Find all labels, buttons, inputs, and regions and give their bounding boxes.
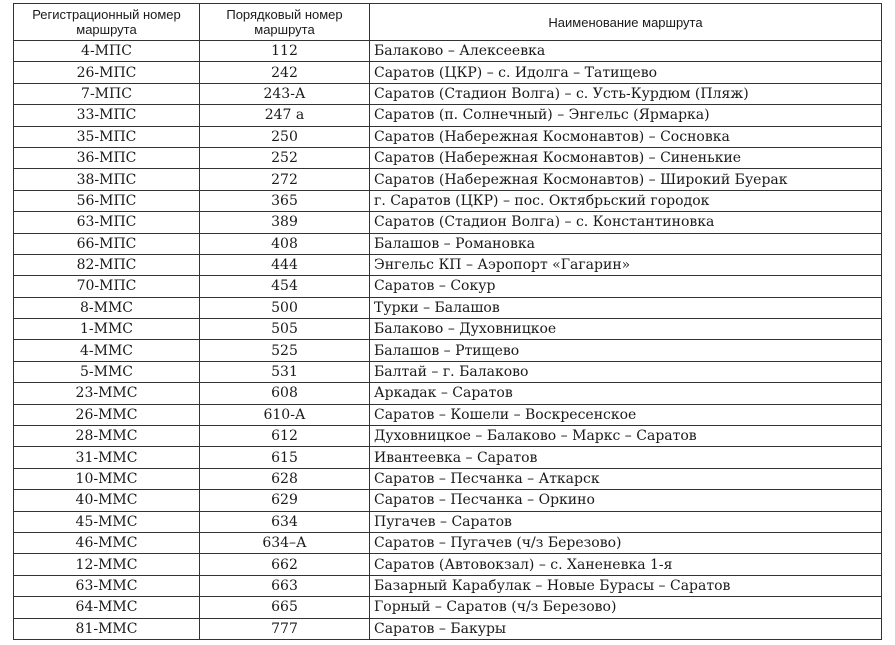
table-row <box>14 147 882 168</box>
registration-number-cell: 10-ММС <box>14 468 200 489</box>
header-sequence-number: Порядковый номер маршрута <box>200 4 370 41</box>
route-name-cell: Саратов (Стадион Волга) – с. Усть-Курдюм (Пляж) <box>370 83 882 104</box>
registration-number-cell: 81-ММС <box>14 618 200 639</box>
registration-number-cell: 23-ММС <box>14 383 200 404</box>
sequence-number-cell: 272 <box>200 169 370 190</box>
table-row <box>14 426 882 447</box>
table-row <box>14 254 882 275</box>
registration-number-cell: 4-МПС <box>14 41 200 62</box>
sequence-number-cell: 608 <box>200 383 370 404</box>
table-row <box>14 190 882 211</box>
table-row <box>14 554 882 575</box>
registration-number-cell: 82-МПС <box>14 254 200 275</box>
sequence-number-cell: 634–А <box>200 532 370 553</box>
sequence-number-cell: 454 <box>200 276 370 297</box>
sequence-number-cell: 250 <box>200 126 370 147</box>
sequence-number-cell: 243-А <box>200 83 370 104</box>
sequence-number-cell: 777 <box>200 618 370 639</box>
registration-number-cell: 46-ММС <box>14 532 200 553</box>
sequence-number-cell: 628 <box>200 468 370 489</box>
registration-number-cell: 70-МПС <box>14 276 200 297</box>
route-name-cell: Саратов – Сокур <box>370 276 882 297</box>
registration-number-cell: 66-МПС <box>14 233 200 254</box>
table-row <box>14 319 882 340</box>
table-row <box>14 361 882 382</box>
route-name-cell: Аркадак – Саратов <box>370 383 882 404</box>
table-row <box>14 169 882 190</box>
sequence-number-cell: 665 <box>200 597 370 618</box>
sequence-number-cell: 663 <box>200 575 370 596</box>
route-name-cell: Ивантеевка – Саратов <box>370 447 882 468</box>
table-row <box>14 126 882 147</box>
table-row <box>14 511 882 532</box>
table-row <box>14 597 882 618</box>
registration-number-cell: 12-ММС <box>14 554 200 575</box>
route-name-cell: Саратов (Набережная Космонавтов) – Широкий Буерак <box>370 169 882 190</box>
route-name-cell: Саратов – Песчанка – Оркино <box>370 490 882 511</box>
registration-number-cell: 63-ММС <box>14 575 200 596</box>
route-name-cell: Саратов (ЦКР) – с. Идолга – Татищево <box>370 62 882 83</box>
registration-number-cell: 1-ММС <box>14 319 200 340</box>
registration-number-cell: 38-МПС <box>14 169 200 190</box>
registration-number-cell: 31-ММС <box>14 447 200 468</box>
route-name-cell: Балаково – Духовницкое <box>370 319 882 340</box>
route-name-cell: Пугачев – Саратов <box>370 511 882 532</box>
table-row <box>14 62 882 83</box>
route-name-cell: Горный – Саратов (ч/з Березово) <box>370 597 882 618</box>
header-registration-number: Регистрационный номер маршрута <box>14 4 200 41</box>
sequence-number-cell: 629 <box>200 490 370 511</box>
table-row <box>14 276 882 297</box>
table-row <box>14 618 882 639</box>
route-name-cell: Балаково – Алексеевка <box>370 41 882 62</box>
route-name-cell: Саратов – Бакуры <box>370 618 882 639</box>
sequence-number-cell: 247 а <box>200 105 370 126</box>
sequence-number-cell: 112 <box>200 41 370 62</box>
table-row <box>14 404 882 425</box>
route-name-cell: Турки – Балашов <box>370 297 882 318</box>
table-header-row <box>14 4 882 41</box>
registration-number-cell: 4-ММС <box>14 340 200 361</box>
sequence-number-cell: 444 <box>200 254 370 275</box>
route-name-cell: Балашов – Ртищево <box>370 340 882 361</box>
sequence-number-cell: 500 <box>200 297 370 318</box>
sequence-number-cell: 525 <box>200 340 370 361</box>
sequence-number-cell: 531 <box>200 361 370 382</box>
sequence-number-cell: 662 <box>200 554 370 575</box>
route-name-cell: Саратов – Пугачев (ч/з Березово) <box>370 532 882 553</box>
route-name-cell: Базарный Карабулак – Новые Бурасы – Саратов <box>370 575 882 596</box>
table-row <box>14 212 882 233</box>
route-name-cell: Духовницкое – Балаково – Маркс – Саратов <box>370 426 882 447</box>
sequence-number-cell: 389 <box>200 212 370 233</box>
route-name-cell: Саратов (Набережная Космонавтов) – Сосновка <box>370 126 882 147</box>
sequence-number-cell: 615 <box>200 447 370 468</box>
table-row <box>14 468 882 489</box>
route-name-cell: Саратов – Песчанка – Аткарск <box>370 468 882 489</box>
registration-number-cell: 28-ММС <box>14 426 200 447</box>
registration-number-cell: 40-ММС <box>14 490 200 511</box>
registration-number-cell: 33-МПС <box>14 105 200 126</box>
route-name-cell: Балтай – г. Балаково <box>370 361 882 382</box>
table-row <box>14 297 882 318</box>
sequence-number-cell: 610-А <box>200 404 370 425</box>
header-route-name: Наименование маршрута <box>370 4 882 41</box>
sequence-number-cell: 505 <box>200 319 370 340</box>
sequence-number-cell: 252 <box>200 147 370 168</box>
route-name-cell: Саратов (п. Солнечный) – Энгельс (Ярмарка) <box>370 105 882 126</box>
route-name-cell: Саратов – Кошели – Воскресенское <box>370 404 882 425</box>
sequence-number-cell: 242 <box>200 62 370 83</box>
registration-number-cell: 56-МПС <box>14 190 200 211</box>
registration-number-cell: 8-ММС <box>14 297 200 318</box>
route-name-cell: Саратов (Стадион Волга) – с. Константиновка <box>370 212 882 233</box>
registration-number-cell: 64-ММС <box>14 597 200 618</box>
table-row <box>14 105 882 126</box>
sequence-number-cell: 612 <box>200 426 370 447</box>
table-body <box>14 41 882 640</box>
sequence-number-cell: 365 <box>200 190 370 211</box>
table-row <box>14 532 882 553</box>
route-name-cell: Балашов – Романовка <box>370 233 882 254</box>
table-row <box>14 575 882 596</box>
table-row <box>14 383 882 404</box>
route-name-cell: Саратов (Набережная Космонавтов) – Синенькие <box>370 147 882 168</box>
sequence-number-cell: 634 <box>200 511 370 532</box>
registration-number-cell: 45-ММС <box>14 511 200 532</box>
table-row <box>14 41 882 62</box>
table-row <box>14 340 882 361</box>
table-row <box>14 447 882 468</box>
registration-number-cell: 5-ММС <box>14 361 200 382</box>
route-name-cell: г. Саратов (ЦКР) – пос. Октябрьский городок <box>370 190 882 211</box>
route-name-cell: Энгельс КП – Аэропорт «Гагарин» <box>370 254 882 275</box>
table-row <box>14 233 882 254</box>
registration-number-cell: 26-ММС <box>14 404 200 425</box>
routes-table <box>13 3 882 640</box>
registration-number-cell: 26-МПС <box>14 62 200 83</box>
table-row <box>14 83 882 104</box>
route-name-cell: Саратов (Автовокзал) – с. Ханеневка 1-я <box>370 554 882 575</box>
registration-number-cell: 36-МПС <box>14 147 200 168</box>
sequence-number-cell: 408 <box>200 233 370 254</box>
table-row <box>14 490 882 511</box>
registration-number-cell: 7-МПС <box>14 83 200 104</box>
registration-number-cell: 35-МПС <box>14 126 200 147</box>
registration-number-cell: 63-МПС <box>14 212 200 233</box>
